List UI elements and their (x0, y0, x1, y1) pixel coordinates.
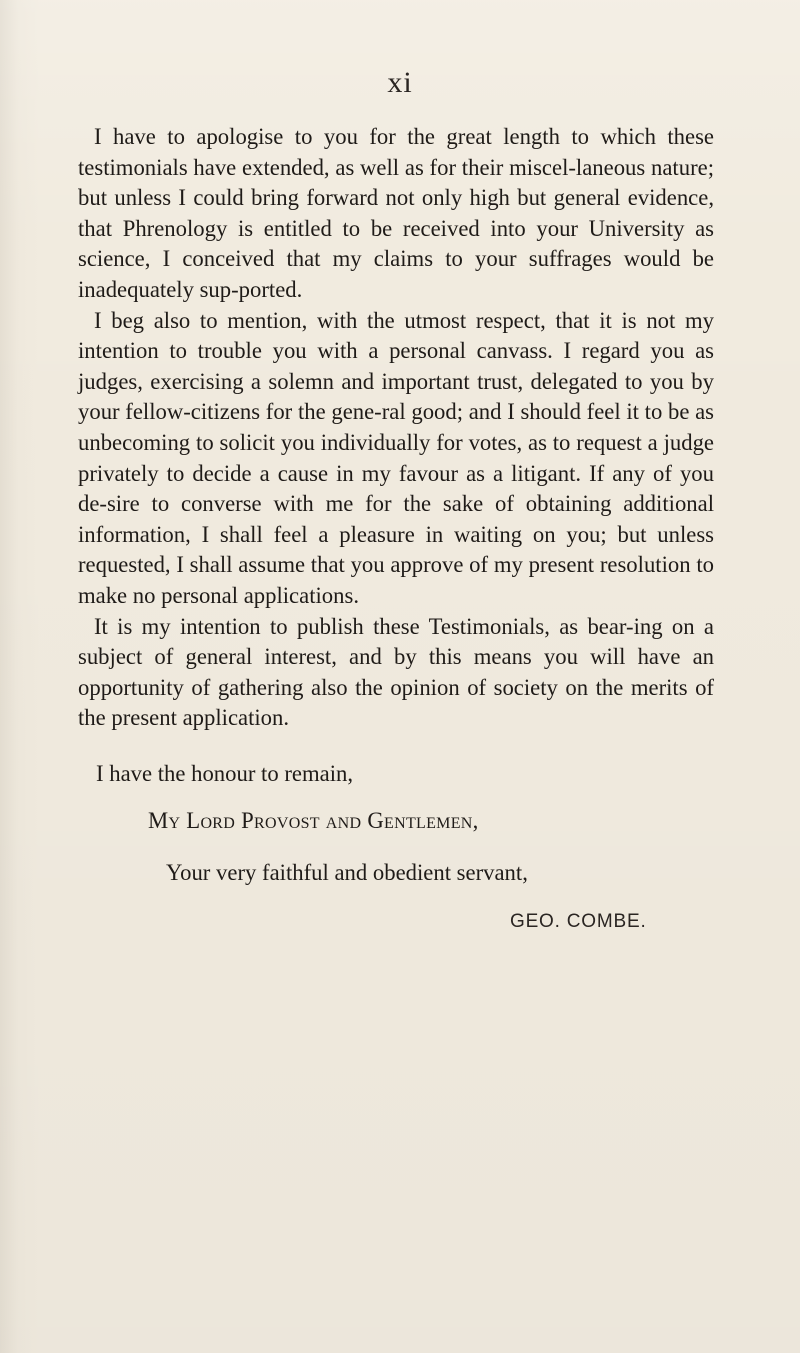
salutation-line: My Lord Provost and Gentlemen, (148, 808, 479, 833)
signature: GEO. COMBE. (510, 911, 647, 932)
paragraph-1: I have to apologise to you for the great length to which these testimonials have extended, as well as for their miscel-laneous nature; but unless I could bring forward not only high but general evidence, that Phrenology is entitled to be received into your University as science, I conceived that my claims to your suffrages would be inadequately sup-ported. (78, 124, 714, 302)
closing-line: I have the honour to remain, (96, 761, 354, 786)
signoff-line: Your very faithful and obedient servant, (166, 860, 528, 885)
paragraph-2: I beg also to mention, with the utmost respect, that it is not my intention to trouble you with a personal canvass. I regard you as judges, exercising a solemn and important trust, delegated to you by your fellow-citizens for the gene-ral good; and I should feel it to be as unbecoming to solicit you individually for votes, as to request a judge privately to decide a cause in my favour as a litigant. If any of you de-sire to converse with me for the sake of obtaining additional information, I shall feel a pleasure in waiting on you; but unless requested, I shall assume that you approve of my present resolution to make no personal applications. (78, 307, 714, 608)
letter-body (78, 122, 714, 734)
paragraph-3: It is my intention to publish these Testimonials, as bear-ing on a subject of general interest, and by this means you will have an opportunity of gathering also the opinion of society on the merits of the present application. (78, 613, 714, 731)
page-number: xi (387, 66, 413, 99)
